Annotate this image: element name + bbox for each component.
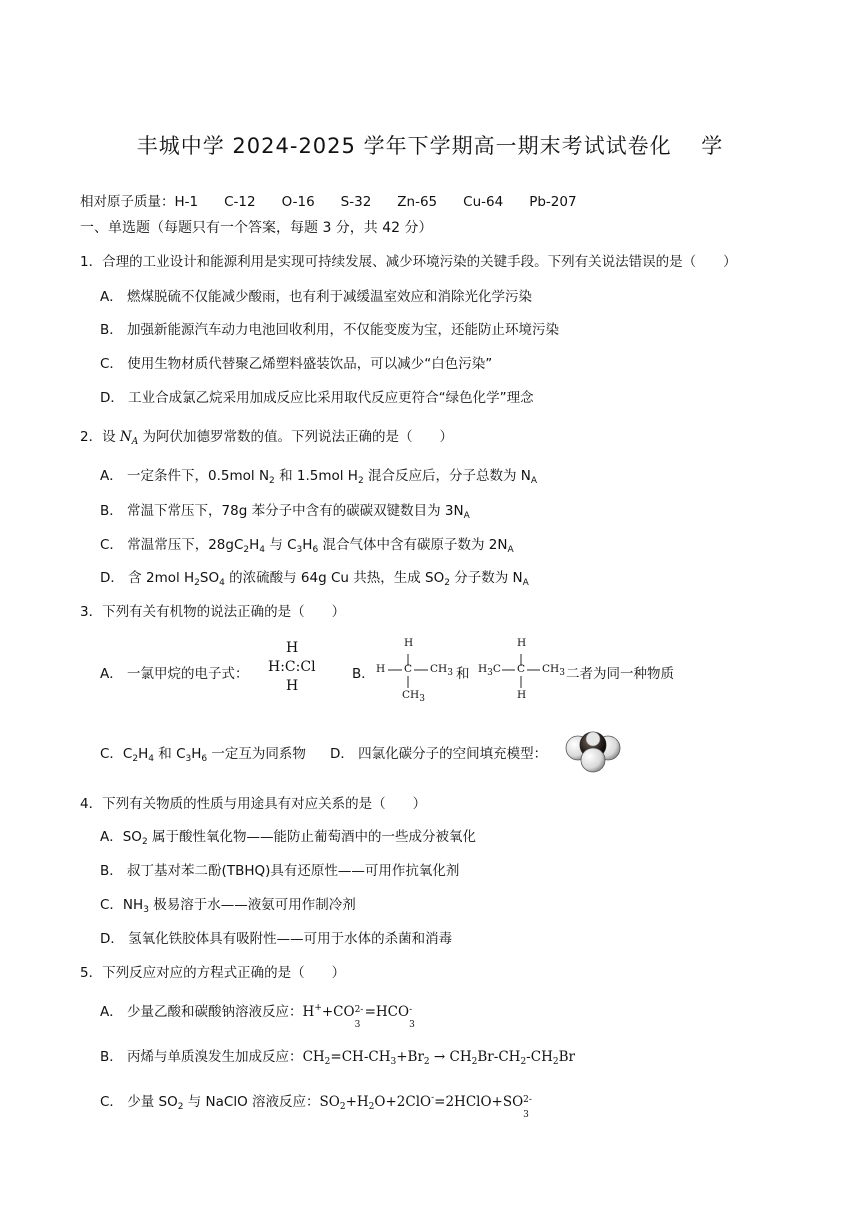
q3-b-struct2-left: $H_3C$ [478,663,501,678]
q2-option-b: B． 常温下常压下，78g 苯分子中含有的碳碳双键数目为 $3N_A$ [100,503,470,521]
q4-option-a: A．$SO_2$ 属于酸性氧化物——能防止葡萄酒中的一些成分被氧化 [100,829,476,847]
q5-b-equation: $CH_2=CH-CH_3+Br_2 \to CH_2Br-CH_2-CH_2Br$ [302,1049,575,1067]
q3-b-and: 和 [456,666,470,682]
q3-stem: 3．下列有关有机物的说法正确的是（ ） [80,604,346,620]
q3-a-dot-top-h: H [286,640,299,656]
atomic-mass-cu: Cu-64 [463,194,504,210]
q3-b-struct2-right: $CH_3$ [542,663,565,678]
q3-a-dot-mid: H:C:Cl [268,659,316,675]
q3-option-a-label: A． 一氯甲烷的电子式： [100,666,249,682]
q2-option-c: C． 常温常压下，$28gC_2H_4$ 与 $C_3H_6$ 混合气体中含有碳原子数为 $2N_A$ [100,537,514,555]
q4-option-b: B． 叔丁基对苯二酚(TBHQ)具有还原性——可用作抗氧化剂 [100,863,460,879]
q5-c-equation: $SO_2+H_2O+2ClO^-=2HClO+SO$ 2- 3 [319,1093,532,1120]
atomic-mass-c: C-12 [224,194,256,210]
atomic-mass-line [80,190,603,210]
q4-option-d: D． 氢氧化铁胶体具有吸附性——可用于水体的杀菌和消毒 [100,931,453,947]
q5-a-equation: H++CO 2- 3 =HCO - 3 [302,1003,415,1030]
q3-b-struct2-top: H [517,637,527,649]
q3-b-struct1-c: C [404,663,413,675]
na-symbol: $N_A$ [119,429,139,447]
atomic-mass-s: S-32 [340,194,372,210]
q3-option-b-label: B． [352,666,375,682]
q3-b-struct1-right: $CH_3$ [430,663,453,678]
q5-stem: 5．下列反应对应的方程式正确的是（ ） [80,965,346,981]
q1-option-c: C． 使用生物材质代替聚乙烯塑料盛装饮品，可以减少“白色污染” [100,356,493,372]
q3-b-struct1-bonds [380,640,440,696]
atomic-mass-pb: Pb-207 [529,194,577,210]
atomic-mass-label: 相对原子质量： [80,194,175,210]
q2-stem: 2．设 $N_A$ 为阿伏加德罗常数的值。下列说法正确的是（ ） [80,429,453,447]
q1-option-d: D． 工业合成氯乙烷采用加成反应比采用取代反应更符合“绿色化学”理念 [100,390,534,406]
q3-b-tail: 二者为同一种物质 [566,666,674,682]
q3-b-struct2-bonds [494,640,554,696]
q1-option-b: B． 加强新能源汽车动力电池回收利用，不仅能变废为宝，还能防止环境污染 [100,322,560,338]
q3-option-d: D． 四氯化碳分子的空间填充模型： [330,746,548,762]
page-title: 丰城中学 2024-2025 学年下学期高一期末考试试卷化 学 [136,134,724,158]
q2-option-d: D． 含 2mol $H_2SO_4$ 的浓硫酸与 64g Cu 共热，生成 $SO_2$ 分子数为 $N_A$ [100,570,529,588]
q3-b-struct1-bottom: $CH_3$ [402,689,425,704]
q5-option-b: B． 丙烯与单质溴发生加成反应：$CH_2=CH-CH_3+Br_2 \to CH_2Br-CH_2-CH_2Br$ [100,1049,575,1067]
q3-b-struct2-c: C [517,663,526,675]
q2-option-a: A． 一定条件下，0.5mol $N_2$ 和 1.5mol $H_2$ 混合反应后，分子总数为 $N_A$ [100,468,538,486]
q1-stem: 1．合理的工业设计和能源利用是实现可持续发展、减少环境污染的关键手段。下列有关说法错误的是（ ） [80,254,737,270]
q4-stem: 4．下列有关物质的性质与用途具有对应关系的是（ ） [80,796,427,812]
section-heading: 一、单选题（每题只有一个答案，每题 3 分，共 42 分） [80,220,433,236]
q1-option-a: A． 燃煤脱硫不仅能减少酸雨，也有利于减缓温室效应和消除光化学污染 [100,289,533,305]
q3-b-struct1-left: H [376,663,386,675]
ccl4-space-filling-model-icon [564,728,622,774]
q5-option-c: C． 少量 $SO_2$ 与 NaClO 溶液反应：$SO_2+H_2O+2ClO^-=2HClO+SO$ 2- 3 [100,1093,532,1120]
right-arrow-icon: → [429,1049,450,1065]
q4-option-c: C．$NH_3$ 极易溶于水——液氨可用作制冷剂 [100,897,356,915]
atomic-mass-o: O-16 [281,194,315,210]
q5-option-a: A． 少量乙酸和碳酸钠溶液反应：H++CO 2- 3 =HCO - 3 [100,1000,417,1020]
atomic-mass-h: H-1 [174,194,199,210]
q3-a-dot-bottom-h: H [286,678,299,694]
atomic-mass-zn: Zn-65 [397,194,438,210]
q3-b-struct2-bottom: H [517,689,527,701]
q3-b-struct1-top: H [404,637,414,649]
q3-option-c: C．$C_2H_4$ 和 $C_3H_6$ 一定互为同系物 [100,746,306,764]
